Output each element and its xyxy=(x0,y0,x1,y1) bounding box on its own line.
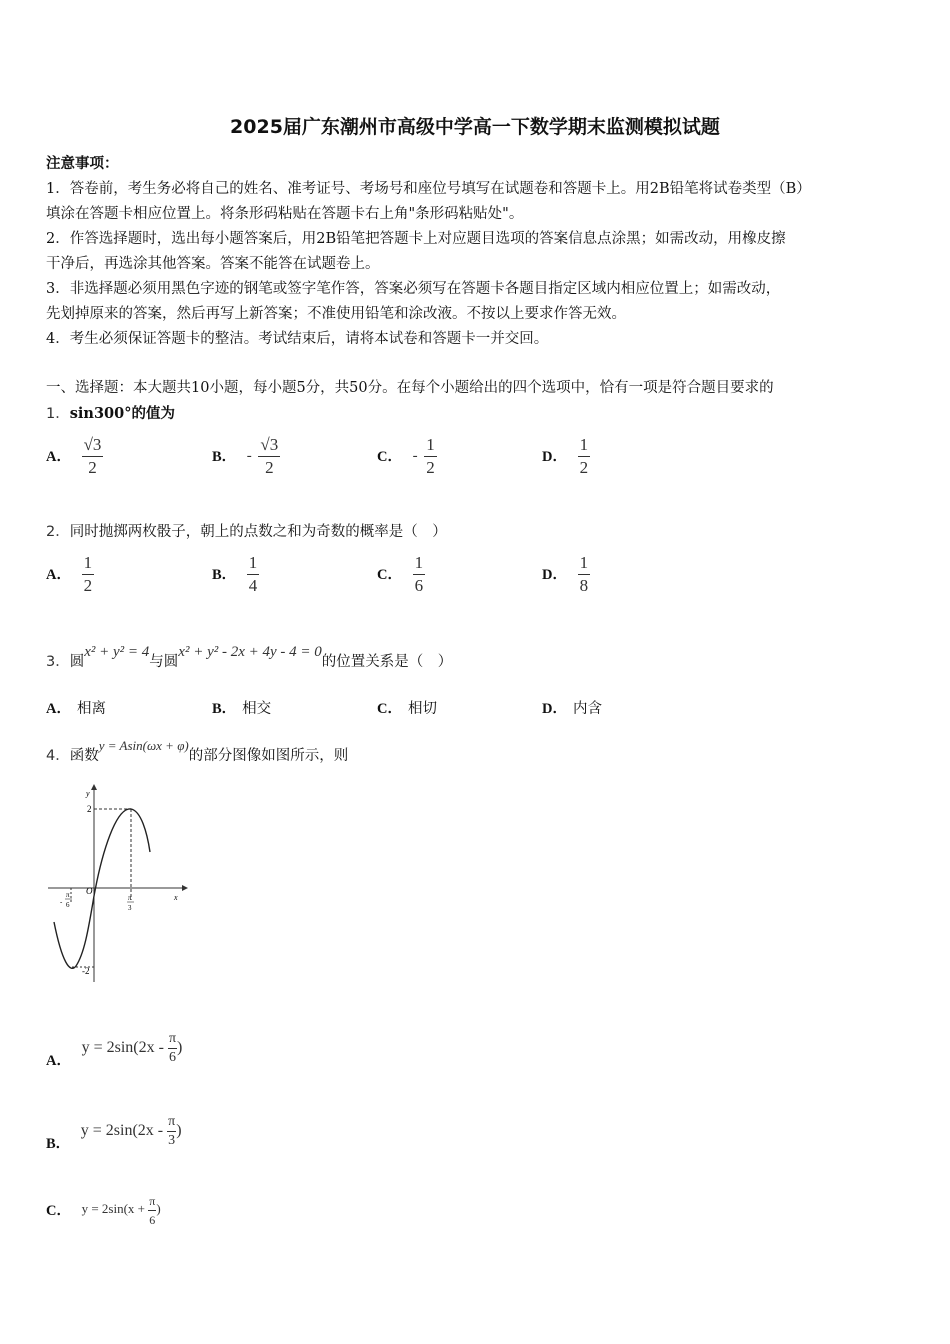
question-text-post: 的位置关系是（ ） xyxy=(321,654,453,670)
equation-lhs: y = 2sin(2x - xyxy=(81,1039,168,1057)
function-equation: y = Asin(ωx + φ) xyxy=(98,738,189,753)
option-label: B． xyxy=(46,1135,71,1152)
notice-line-2a: 2．作答选择题时，选出每小题答案后，用2B铅笔把答题卡上对应题目选项的答案信息点涂黑；如需改动，用橡皮擦 xyxy=(46,231,786,247)
fraction xyxy=(578,552,591,597)
denominator: 2 xyxy=(88,458,97,477)
y-axis-label: y xyxy=(86,789,90,798)
option-label: D． xyxy=(542,448,567,465)
q3-option-d xyxy=(542,697,602,718)
question-text-post: 的部分图像如图所示，则 xyxy=(188,748,349,764)
numerator: √3 xyxy=(258,434,280,457)
option-text: 相交 xyxy=(242,701,272,717)
q1-option-a xyxy=(46,434,103,479)
fraction xyxy=(578,434,591,479)
denominator: 6 xyxy=(149,1213,156,1227)
equation-close: ) xyxy=(177,1039,183,1057)
question-text: 同时抛掷两枚骰子，朝上的点数之和为奇数的概率是（ ） xyxy=(69,524,447,540)
option-label: D． xyxy=(542,566,567,583)
numerator: π xyxy=(167,1113,176,1132)
option-label: A． xyxy=(46,448,71,465)
fraction xyxy=(167,1113,176,1150)
denominator: 4 xyxy=(248,576,258,595)
section-heading: 一、选择题：本大题共10小题，每小题5分，共50分。在每个小题给出的四个选项中，恰有一项是符合题目要求的 xyxy=(46,380,774,396)
notice-line-3a: 3．非选择题必须用黑色字迹的钢笔或签字笔作答，答案必须写在答题卡各题目指定区域内相应位置上；如需改动， xyxy=(46,281,781,297)
numerator: √3 xyxy=(82,434,104,457)
equation-close: ) xyxy=(156,1201,161,1217)
option-label: C． xyxy=(377,448,402,465)
q1-option-b xyxy=(212,434,280,479)
denominator: 2 xyxy=(579,458,589,477)
notice-line-1a: 1．答卷前，考生务必将自己的姓名、准考证号、考场号和座位号填写在试题卷和答题卡上。用2B铅笔将试卷类型（B） xyxy=(46,181,811,197)
origin-label: O xyxy=(86,886,93,896)
question-number: 1． xyxy=(46,406,70,422)
option-label: D． xyxy=(542,701,567,717)
numerator: π xyxy=(148,1192,156,1211)
q3-option-a xyxy=(46,697,106,718)
sine-graph xyxy=(44,782,194,987)
denominator: 2 xyxy=(426,458,435,477)
numerator: 1 xyxy=(247,552,260,575)
question-text-pre: 函数 xyxy=(69,748,99,764)
option-text: 相切 xyxy=(407,701,437,717)
option-equation xyxy=(81,1031,183,1065)
circle-equation-2: x² + y² - 2x + 4y - 4 = 0 xyxy=(178,644,322,660)
option-equation xyxy=(81,1194,161,1227)
numerator: π xyxy=(168,1030,177,1049)
q3-option-c xyxy=(377,697,437,718)
notice-line-1b: 填涂在答题卡相应位置上。将条形码粘贴在答题卡右上角"条形码粘贴处"。 xyxy=(46,206,524,222)
q1-option-d xyxy=(542,434,590,479)
fraction xyxy=(247,552,260,597)
numerator: 1 xyxy=(413,552,426,575)
option-label: A． xyxy=(46,566,71,583)
option-label: A． xyxy=(46,1052,71,1069)
option-label: C． xyxy=(377,566,402,583)
question-text: sin300°的值为 xyxy=(69,405,175,422)
option-text: 内含 xyxy=(572,701,602,717)
option-equation xyxy=(80,1114,182,1148)
option-label: C． xyxy=(377,701,402,717)
y-axis-arrow xyxy=(91,784,97,790)
notice-heading: 注意事项： xyxy=(46,155,119,172)
equation-lhs: y = 2sin(x + xyxy=(81,1201,149,1217)
x-right-num: π xyxy=(128,894,132,902)
option-label: A． xyxy=(46,701,71,717)
page-title: 2025届广东潮州市高级中学高一下数学期末监测模拟试题 xyxy=(230,116,720,138)
denominator: 3 xyxy=(168,1133,176,1148)
option-label: B． xyxy=(212,701,237,717)
equation-close: ) xyxy=(176,1122,182,1140)
notice-line-3b: 先划掉原来的答案，然后再写上新答案；不准使用铅笔和涂改液。不按以上要求作答无效。 xyxy=(46,306,626,322)
question-2 xyxy=(46,520,447,541)
x-axis-arrow xyxy=(182,885,188,891)
question-1 xyxy=(46,402,175,423)
q3-option-b xyxy=(212,697,271,718)
q1-option-c xyxy=(377,434,437,479)
option-label: B． xyxy=(212,566,237,583)
notice-line-4: 4．考生必须保证答题卡的整洁。考试结束后，请将本试卷和答题卡一并交回。 xyxy=(46,331,549,347)
numerator: 1 xyxy=(424,434,437,457)
x-axis-label: x xyxy=(174,893,178,902)
fraction xyxy=(424,434,437,479)
equation-lhs: y = 2sin(2x - xyxy=(80,1122,168,1140)
minus-sign: - xyxy=(246,448,252,464)
numerator: 1 xyxy=(578,552,591,575)
question-3 xyxy=(46,644,453,671)
y-min-label: -2 xyxy=(82,966,90,976)
question-text-mid: 与圆 xyxy=(149,654,179,670)
x-left-sign: - xyxy=(60,898,63,906)
q4-option-a xyxy=(46,1030,182,1067)
fraction xyxy=(82,434,104,479)
denominator: 6 xyxy=(414,576,424,595)
denominator: 6 xyxy=(168,1050,176,1065)
question-4 xyxy=(46,738,349,765)
q4-option-c xyxy=(46,1192,161,1229)
q2-option-d xyxy=(542,552,590,597)
x-left-num: π xyxy=(66,891,70,899)
fraction xyxy=(413,552,426,597)
option-label: B． xyxy=(212,448,237,465)
q2-option-c xyxy=(377,552,425,597)
notice-line-2b: 干净后，再选涂其他答案。答案不能答在试题卷上。 xyxy=(46,256,380,272)
fraction xyxy=(258,434,280,479)
sine-curve xyxy=(54,809,150,968)
q2-option-a xyxy=(46,552,94,597)
denominator: 2 xyxy=(83,576,93,595)
denominator: 8 xyxy=(579,576,589,595)
question-text-pre: 圆 xyxy=(69,654,85,670)
y-max-label: 2 xyxy=(87,804,92,814)
numerator: 1 xyxy=(578,434,591,457)
option-text: 相离 xyxy=(76,701,106,717)
option-label: C． xyxy=(46,1202,71,1219)
fraction xyxy=(168,1030,177,1067)
circle-equation-1: x² + y² = 4 xyxy=(84,644,150,660)
q4-option-b xyxy=(46,1113,182,1150)
question-number: 3． xyxy=(46,654,70,670)
numerator: 1 xyxy=(82,552,95,575)
question-number: 4． xyxy=(46,748,70,764)
x-right-den: 3 xyxy=(128,904,132,912)
denominator: 2 xyxy=(265,458,274,477)
question-number: 2． xyxy=(46,524,70,540)
x-left-den: 6 xyxy=(66,901,70,909)
minus-sign: - xyxy=(412,448,418,464)
fraction xyxy=(82,552,95,597)
q2-option-b xyxy=(212,552,259,597)
